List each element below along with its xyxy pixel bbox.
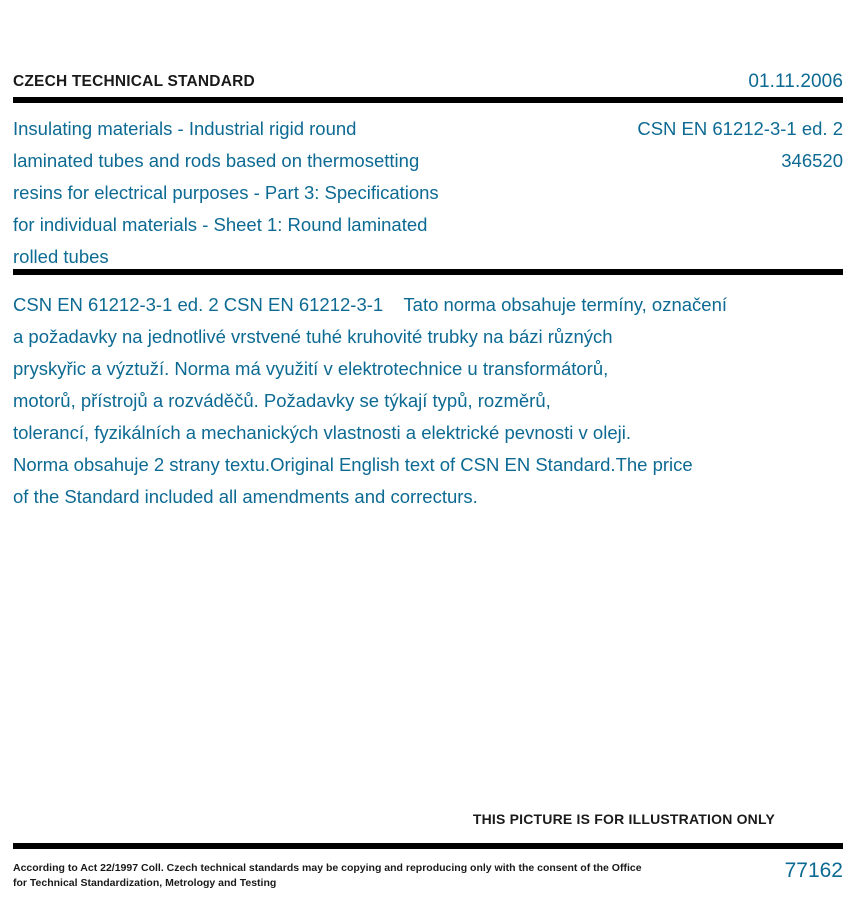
- copyright-notice-line: for Technical Standardization, Metrology and Testing: [13, 876, 277, 889]
- illustration-only-notice: THIS PICTURE IS FOR ILLUSTRATION ONLY: [472, 811, 775, 827]
- copyright-notice: [13, 861, 642, 890]
- standard-identifiers: [553, 113, 843, 177]
- header-divider-rule: [13, 97, 843, 103]
- copyright-notice-line: According to Act 22/1997 Coll. Czech technical standards may be copying and reproducing only with the consent of the Office: [13, 862, 642, 874]
- footer-divider-rule: [13, 843, 843, 849]
- standard-title-line: rolled tubes: [13, 246, 109, 267]
- standard-classification-code: 346520: [781, 150, 843, 171]
- abstract-line: CSN EN 61212-3-1 ed. 2 CSN EN 61212-3-1 Tato norma obsahuje termíny, označení: [13, 294, 728, 315]
- abstract-body: [13, 289, 851, 513]
- document-header: [13, 70, 843, 94]
- standard-title-line: for individual materials - Sheet 1: Round laminated: [13, 214, 428, 235]
- abstract-line: pryskyřic a výztuží. Norma má využití v elektrotechnice u transformátorů,: [13, 358, 609, 379]
- document-footer: [13, 861, 843, 890]
- title-block: [13, 113, 843, 267]
- publication-date: 01.11.2006: [748, 71, 843, 92]
- abstract-line: tolerancí, fyzikálních a mechanických vlastnosti a elektrické pevnosti v oleji.: [13, 422, 631, 443]
- standard-title-line: Insulating materials - Industrial rigid round: [13, 118, 357, 139]
- document-order-number: 77162: [784, 859, 843, 882]
- abstract-line: of the Standard included all amendments and correcturs.: [13, 486, 478, 507]
- abstract-line: motorů, přístrojů a rozváděčů. Požadavky se týkají typů, rozměrů,: [13, 390, 551, 411]
- standard-title-line: laminated tubes and rods based on thermosetting: [13, 150, 420, 171]
- abstract-line: a požadavky na jednotlivé vrstvené tuhé kruhovité trubky na bázi různých: [13, 326, 613, 347]
- page-title: CZECH TECHNICAL STANDARD: [13, 73, 255, 90]
- standard-title: [13, 113, 553, 273]
- title-divider-rule: [13, 269, 843, 275]
- abstract-line: Norma obsahuje 2 strany textu.Original English text of CSN EN Standard.The price: [13, 454, 693, 475]
- standard-title-line: resins for electrical purposes - Part 3: Specifications: [13, 182, 439, 203]
- standard-designation: CSN EN 61212-3-1 ed. 2: [637, 118, 843, 139]
